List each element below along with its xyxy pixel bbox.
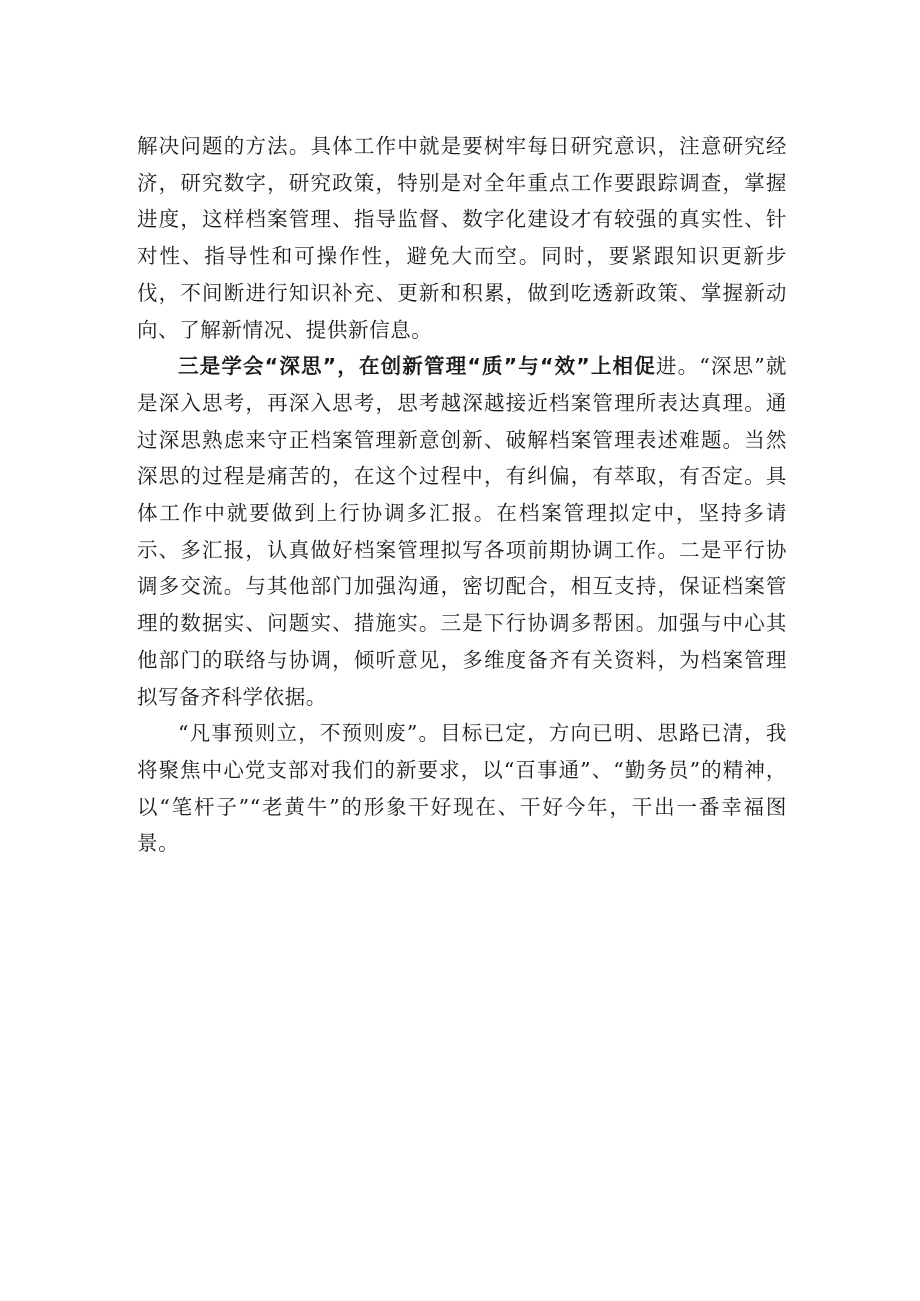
paragraph-deep-thinking [137, 348, 787, 715]
paragraph-body: 进。“深思”就是深入思考，再深入思考，思考越深越接近档案管理所表达真理。通过深思熟虑来守正档案管理新意创新、破解档案管理表述难题。当然深思的过程是痛苦的，在这个过程中，有纠偏，有萃取，有否定。具体工作中就要做到上行协调多汇报。在档案管理拟定中，坚持多请示、多汇报，认真做好档案管理拟写各项前期协调工作。二是平行协调多交流。与其他部门加强沟通，密切配合，相互支持，保证档案管理的数据实、问题实、措施实。三是下行协调多帮困。加强与中心其他部门的联络与协调，倾听意见，多维度备齐有关资料，为档案管理拟写备齐科学依据。 [137, 354, 787, 709]
paragraph-continuation: 解决问题的方法。具体工作中就是要树牢每日研究意识，注意研究经济，研究数字，研究政策，特别是对全年重点工作要跟踪调查，掌握进度，这样档案管理、指导监督、数字化建设才有较强的真实性、针对性、指导性和可操作性，避免大而空。同时，要紧跟知识更新步伐，不间断进行知识补充、更新和积累，做到吃透新政策、掌握新动向、了解新情况、提供新信息。 [137, 134, 787, 342]
paragraph-heading: 三是学会“深思”，在创新管理“质”与“效”上相促 [178, 354, 656, 379]
paragraph-conclusion: “凡事预则立，不预则废”。目标已定，方向已明、思路已清，我将聚焦中心党支部对我们的新要求，以“百事通”、“勤务员”的精神，以“笔杆子”“老黄牛”的形象干好现在、干好今年，干出一番幸福图景。 [137, 721, 787, 856]
document-body [137, 128, 787, 862]
